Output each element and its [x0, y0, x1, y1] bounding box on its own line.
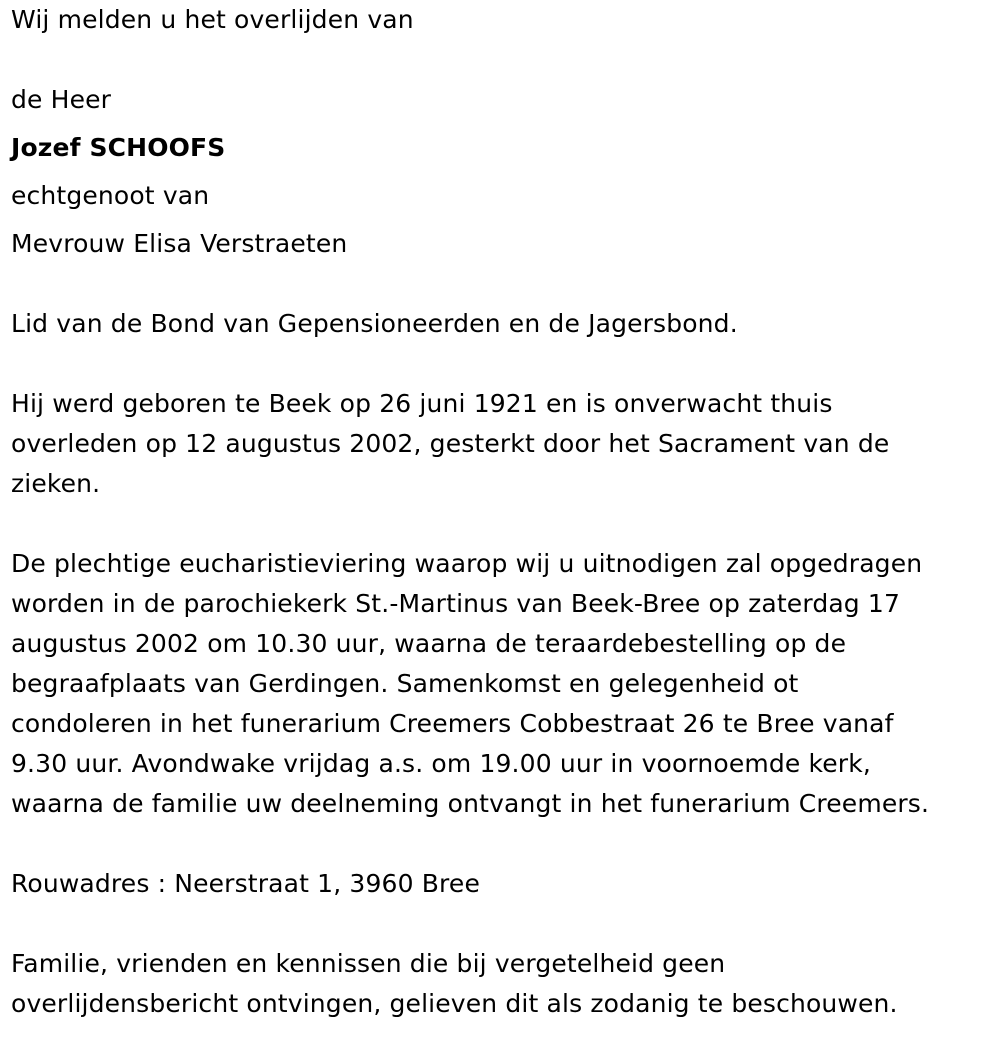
- paragraph-line: 9.30 uur. Avondwake vrijdag a.s. om 19.00 uur in voornoemde kerk,: [11, 749, 871, 778]
- spacer: [11, 40, 996, 80]
- paragraph-line: Familie, vrienden en kennissen die bij vergetelheid geen: [11, 949, 726, 978]
- paragraph-line: Hij werd geboren te Beek op 26 juni 1921 en is onverwacht thuis: [11, 389, 833, 418]
- spouse-name: Mevrouw Elisa Verstraeten: [11, 229, 348, 258]
- relation-text: echtgenoot van: [11, 181, 210, 210]
- birth-death-paragraph: [11, 384, 996, 504]
- paragraph-line: overleden op 12 augustus 2002, gesterkt door het Sacrament van de: [11, 429, 890, 458]
- spacer: [11, 344, 996, 384]
- paragraph-line: De plechtige eucharistieviering waarop wij u uitnodigen zal opgedragen: [11, 549, 923, 578]
- spacer: [11, 824, 996, 864]
- paragraph-line: zieken.: [11, 469, 101, 498]
- paragraph-line: overlijdensbericht ontvingen, gelieven dit als zodanig te beschouwen.: [11, 989, 898, 1018]
- deceased-name: Jozef SCHOOFS: [11, 133, 226, 162]
- spacer: [11, 904, 996, 944]
- closing-paragraph: [11, 944, 996, 1024]
- intro-text: Wij melden u het overlijden van: [11, 5, 414, 34]
- mourning-address: Rouwadres : Neerstraat 1, 3960 Bree: [11, 869, 480, 898]
- obituary-document: [11, 0, 996, 1024]
- paragraph-line: waarna de familie uw deelneming ontvangt in het funerarium Creemers.: [11, 789, 930, 818]
- spacer: [11, 264, 996, 304]
- ceremony-paragraph: [11, 544, 996, 824]
- spacer: [11, 504, 996, 544]
- paragraph-line: worden in de parochiekerk St.-Martinus van Beek-Bree op zaterdag 17: [11, 589, 901, 618]
- paragraph-line: begraafplaats van Gerdingen. Samenkomst en gelegenheid ot: [11, 669, 799, 698]
- membership-text: Lid van de Bond van Gepensioneerden en de Jagersbond.: [11, 309, 738, 338]
- honorific: de Heer: [11, 85, 112, 114]
- paragraph-line: condoleren in het funerarium Creemers Cobbestraat 26 te Bree vanaf: [11, 709, 894, 738]
- paragraph-line: augustus 2002 om 10.30 uur, waarna de teraardebestelling op de: [11, 629, 847, 658]
